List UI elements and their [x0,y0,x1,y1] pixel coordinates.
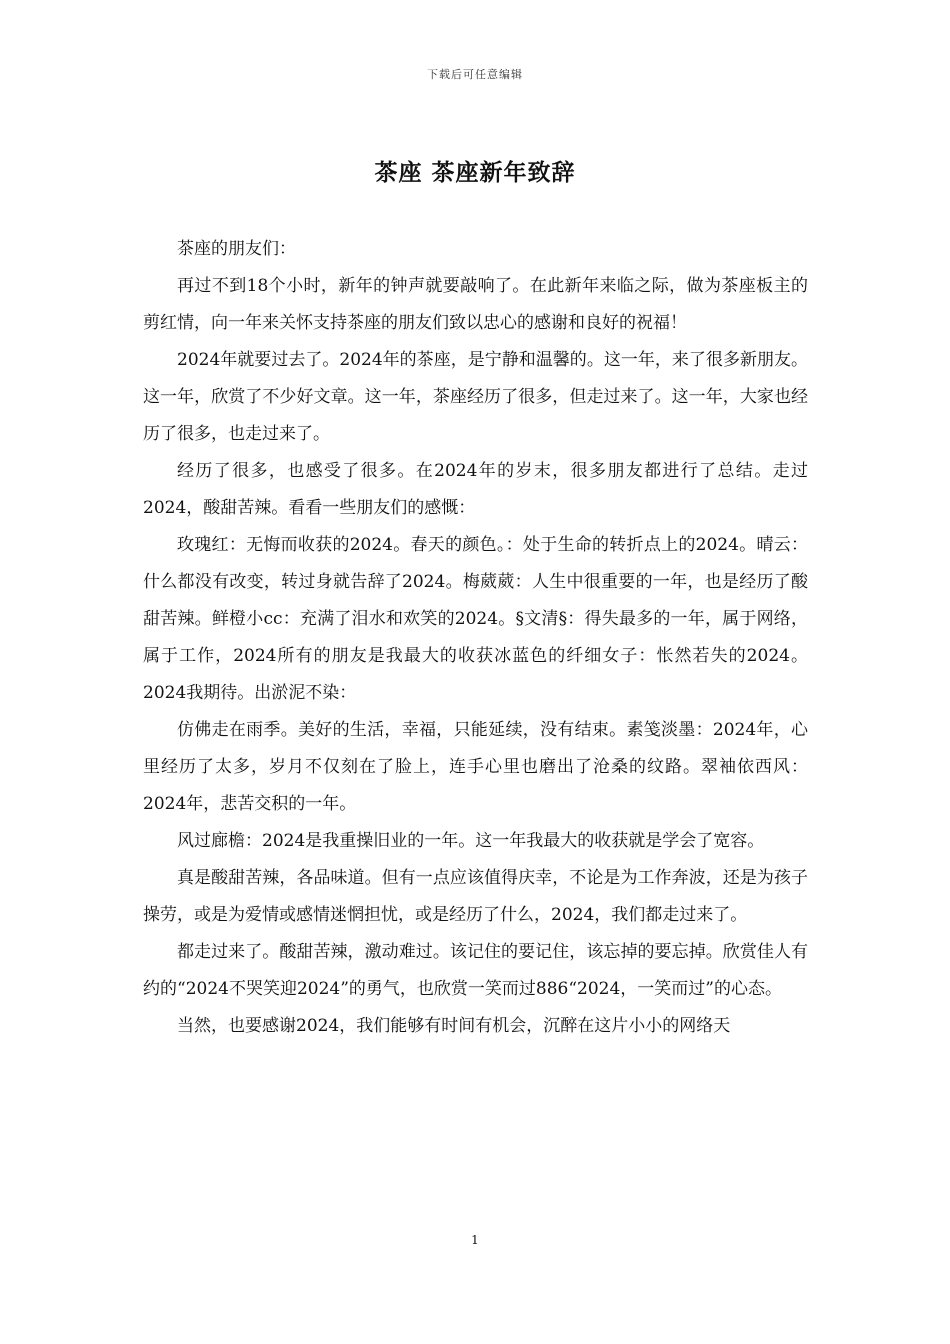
paragraph: 仿佛走在雨季。美好的生活，幸福，只能延续，没有结束。素笺淡墨：2024年，心里经历了太多，岁月不仅刻在了脸上，连手心里也磨出了沧桑的纹路。翠袖依西风：2024年，悲苦交积的一年。 [143,720,808,814]
document-body [143,231,808,1045]
document-title: 茶座 茶座新年致辞 [374,159,576,186]
paragraph: 经历了很多，也感受了很多。在2024年的岁末，很多朋友都进行了总结。走过2024，酸甜苦辣。看看一些朋友们的感慨： [143,461,808,518]
paragraph: 2024年就要过去了。2024年的茶座，是宁静和温馨的。这一年，来了很多新朋友。这一年，欣赏了不少好文章。这一年，茶座经历了很多，但走过来了。这一年，大家也经历了很多，也走过来了。 [143,350,808,444]
page-number: 1 [471,1233,479,1247]
paragraph: 当然，也要感谢2024，我们能够有时间有机会，沉醉在这片小小的网络天 [177,1016,731,1036]
paragraph: 再过不到18个小时，新年的钟声就要敲响了。在此新年来临之际，做为茶座板主的剪红情，向一年来关怀支持茶座的朋友们致以忠心的感谢和良好的祝福！ [143,276,808,333]
header-note: 下载后可任意编辑 [427,68,523,81]
paragraph-greeting: 茶座的朋友们： [177,239,296,259]
paragraph: 真是酸甜苦辣，各品味道。但有一点应该值得庆幸，不论是为工作奔波，还是为孩子操劳，或是为爱情或感情迷惘担忧，或是经历了什么，2024，我们都走过来了。 [143,868,808,925]
paragraph: 风过廊檐：2024是我重操旧业的一年。这一年我最大的收获就是学会了宽容。 [177,831,765,851]
paragraph: 都走过来了。酸甜苦辣，激动难过。该记住的要记住，该忘掉的要忘掉。欣赏佳人有约的“2024不哭笑迎2024”的勇气，也欣赏一笑而过886“2024，一笑而过”的心态。 [143,942,808,999]
paragraph: 玫瑰红：无悔而收获的2024。春天的颜色。：处于生命的转折点上的2024。晴云：什么都没有改变，转过身就告辞了2024。梅葳葳：人生中很重要的一年，也是经历了酸甜苦辣。鲜橙小cc：充满了泪水和欢笑的2024。§文清§：得失最多的一年，属于网络，属于工作，2024所有的朋友是我最大的收获冰蓝色的纤细女子：怅然若失的2024。2024我期待。出淤泥不染： [143,535,808,703]
